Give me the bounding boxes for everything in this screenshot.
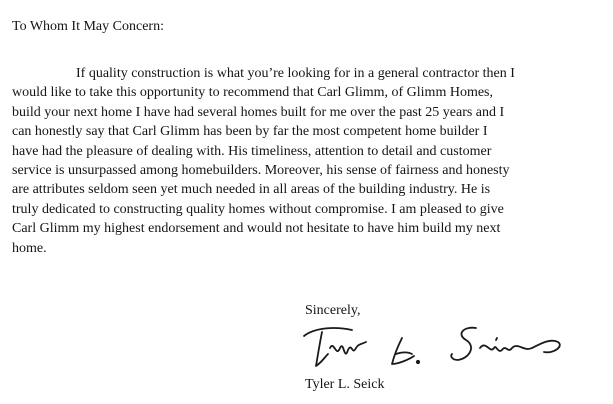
closing: Sincerely,: [305, 303, 361, 318]
body-line: If quality construction is what you’re looking for in a general contractor then I: [76, 66, 515, 81]
body-line: would like to take this opportunity to recommend that Carl Glimm, of Glimm Homes,: [12, 85, 493, 101]
body-line: Carl Glimm my highest endorsement and would not hesitate to have him build my next: [12, 221, 501, 237]
body-line: build your next home I have had several homes built for me over the past 25 years and I: [12, 104, 505, 120]
body-line: truly dedicated to constructing quality homes without compromise. I am pleased to give: [12, 201, 504, 217]
letter-body: [12, 64, 612, 258]
body-line: have had the pleasure of dealing with. His timeliness, attention to detail and customer: [12, 143, 492, 159]
handwritten-signature: [300, 318, 570, 374]
body-line: service is unsurpassed among homebuilders. Moreover, his sense of fairness and honesty: [12, 162, 510, 178]
signer-name: Tyler L. Seick: [305, 377, 385, 392]
body-line: are attributes seldom seen yet much needed in all areas of the building industry. He is: [12, 182, 491, 198]
body-line: can honestly say that Carl Glimm has been by far the most competent home builder I: [12, 124, 488, 140]
salutation: To Whom It May Concern:: [12, 19, 164, 34]
body-line: home.: [12, 240, 47, 256]
